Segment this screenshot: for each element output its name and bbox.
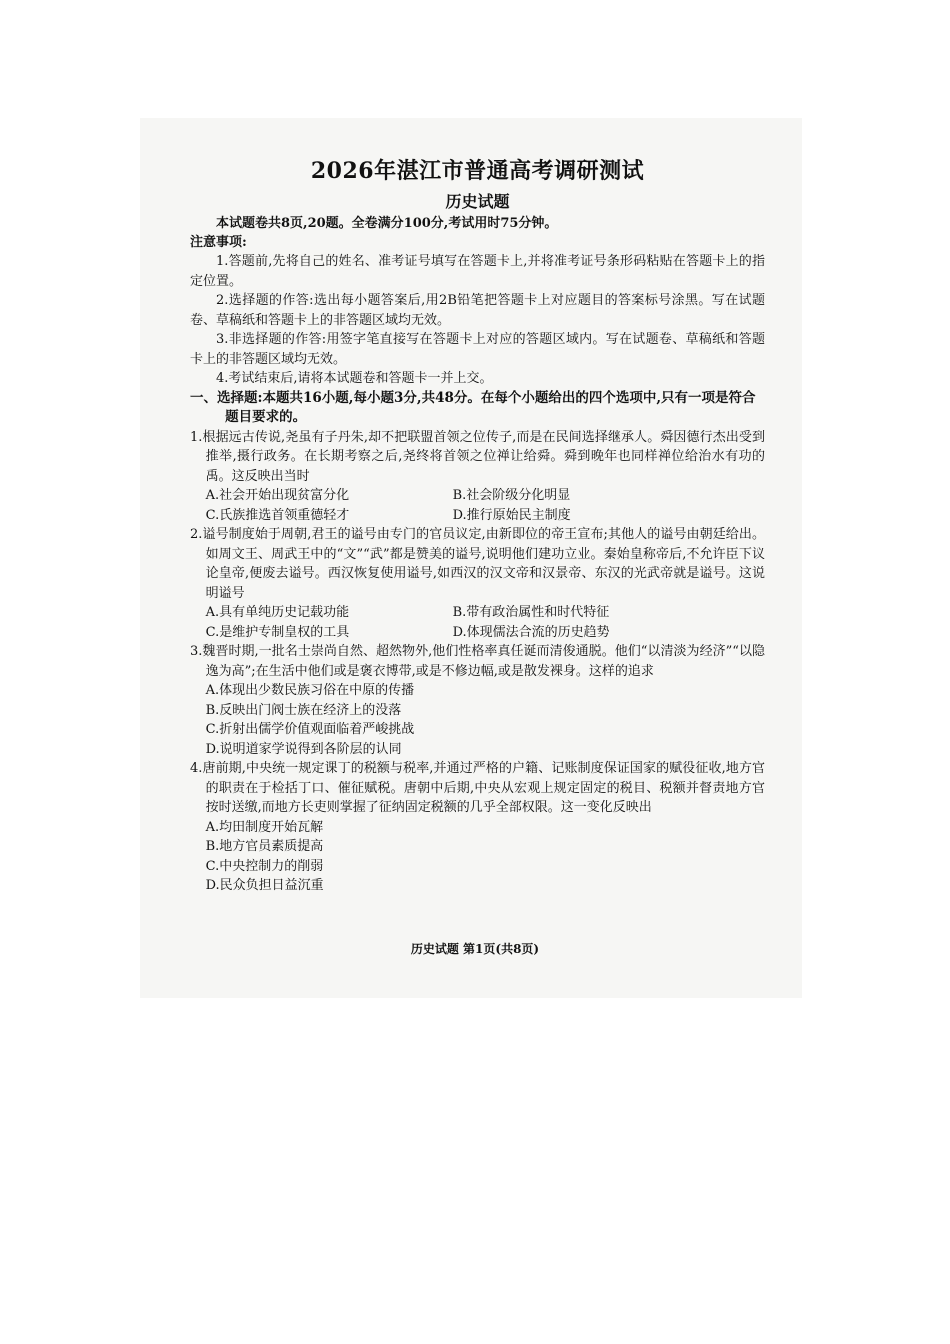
question-2-stem: 2.谥号制度始于周朝,君王的谥号由专门的官员议定,由新即位的帝王宣布;其他人的谥号由朝廷给出。如周文王、周武王中的“文”“武”都是赞美的谥号,说明他们建功立业。秦始皇称帝后,不允许臣下议论皇帝,便废去谥号。西汉恢复使用谥号,如西汉的汉文帝和汉景帝、东汉的光武帝就是谥号。这说明谥号 bbox=[190, 527, 765, 601]
question-1-options bbox=[190, 486, 765, 525]
option-d: D.体现儒法合流的历史趋势 bbox=[452, 624, 610, 640]
notice-item: 4.考试结束后,请将本试题卷和答题卡一并上交。 bbox=[216, 371, 493, 386]
page-footer: 历史试题 第1页(共8页) bbox=[410, 942, 540, 956]
option-d: D.推行原始民主制度 bbox=[452, 507, 571, 523]
option-d: D.民众负担日益沉重 bbox=[205, 878, 324, 893]
option-a: A.均田制度开始瓦解 bbox=[205, 819, 324, 835]
option-b: B.社会阶级分化明显 bbox=[452, 488, 571, 503]
question-2-options bbox=[190, 603, 765, 642]
option-b: B.反映出门阀士族在经济上的没落 bbox=[205, 702, 402, 718]
notice-item: 2.选择题的作答:选出每小题答案后,用2B铅笔把答题卡上对应题目的答案标号涂黑。写在试题卷、草稿纸和答题卡上的非答题区域均无效。 bbox=[190, 293, 765, 328]
option-c: C.氏族推选首领重德轻才 bbox=[205, 507, 350, 523]
notice-item: 3.非选择题的作答:用签字笔直接写在答题卡上对应的答题区域内。写在试题卷、草稿纸和答题卡上的非答题区域均无效。 bbox=[190, 332, 765, 367]
option-b: B.地方官员素质提高 bbox=[205, 839, 324, 854]
notice-heading: 注意事项: bbox=[190, 235, 247, 250]
exam-title: 2026年湛江市普通高考调研测试 bbox=[310, 158, 645, 184]
option-a: A.体现出少数民族习俗在中原的传播 bbox=[205, 683, 415, 698]
section-heading: 一、选择题:本题共16小题,每小题3分,共48分。在每个小题给出的四个选项中,只有一项是符合题目要求的。 bbox=[190, 389, 756, 425]
question-1-stem: 1.根据远古传说,尧虽有子丹朱,却不把联盟首领之位传子,而是在民间选择继承人。舜因德行杰出受到推举,摄行政务。在长期考察之后,尧终将首领之位禅让给舜。舜到晚年也同样禅位给治水有功的禹。这反映出当时 bbox=[190, 429, 765, 484]
question-4-stem: 4.唐前期,中央统一规定课丁的税额与税率,并通过严格的户籍、记账制度保证国家的赋役征收,地方官的职责在于检括丁口、催征赋税。唐朝中后期,中央从宏观上规定固定的税目、税额并督责地方官按时送缴,而地方长吏则掌握了征纳固定税额的几乎全部权限。这一变化反映出 bbox=[190, 761, 765, 815]
subject-title: 历史试题 bbox=[445, 192, 510, 211]
exam-intro: 本试题卷共8页,20题。全卷满分100分,考试用时75分钟。 bbox=[216, 216, 558, 231]
notice-item: 1.答题前,先将自己的姓名、准考证号填写在答题卡上,并将准考证号条形码粘贴在答题卡上的指定位置。 bbox=[190, 254, 765, 289]
option-c: C.是维护专制皇权的工具 bbox=[205, 624, 350, 640]
option-c: C.中央控制力的削弱 bbox=[205, 858, 324, 874]
option-b: B.带有政治属性和时代特征 bbox=[452, 605, 610, 620]
option-c: C.折射出儒学价值观面临着严峻挑战 bbox=[205, 722, 415, 737]
option-a: A.社会开始出现贫富分化 bbox=[205, 488, 350, 503]
exam-page bbox=[190, 150, 765, 896]
option-d: D.说明道家学说得到各阶层的认同 bbox=[205, 741, 402, 757]
option-a: A.具有单纯历史记载功能 bbox=[205, 605, 350, 620]
question-3-stem: 3.魏晋时期,一批名士崇尚自然、超然物外,他们性格率真任诞而清俊通脱。他们“以清淡为经济”“以隐逸为高”;在生活中他们或是褒衣博带,或是不修边幅,或是散发裸身。这样的追求 bbox=[190, 644, 765, 679]
